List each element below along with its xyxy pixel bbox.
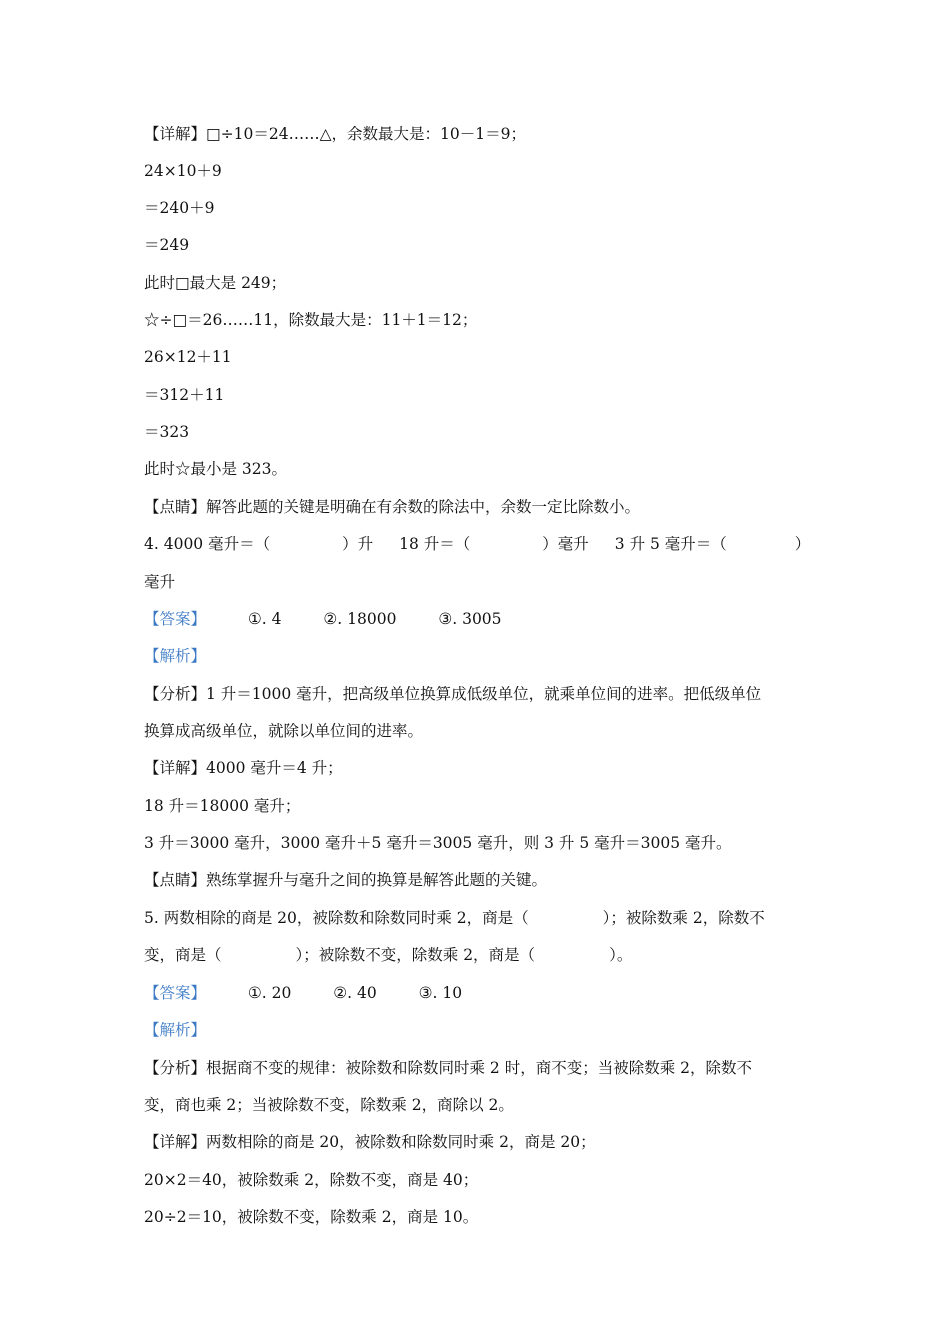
detail-line: 3 升＝3000 毫升，3000 毫升＋5 毫升＝3005 毫升，则 3 升 5 毫升＝3005 毫升。 [144,834,732,852]
conclusion-line: 此时☆最小是 323。 [144,460,288,478]
analysis-line: 【分析】根据商不变的规律：被除数和除数同时乘 2 时，商不变；当被除数乘 2，除数不 [144,1059,753,1077]
answer-label: 【答案】 [144,610,207,628]
analysis-label: 【解析】 [144,1021,207,1039]
calc-line: ＝249 [144,236,190,254]
tip-line: 【点睛】熟练掌握升与毫升之间的换算是解答此题的关键。 [144,871,548,889]
answer-row-4 [144,608,814,630]
analysis-line: 【分析】1 升＝1000 毫升，把高级单位换算成低级单位，就乘单位间的进率。把低级单位 [144,685,762,703]
answer-3: ③. 10 [418,984,463,1002]
calc-line: ＝312＋11 [144,386,225,404]
analysis-line: 换算成高级单位，就除以单位间的进率。 [144,722,424,740]
q5-line1b: ）；被除数乘 2，除数不 [602,909,765,927]
question-4-line2: 毫升 [144,573,176,591]
answer-2: ②. 18000 [323,610,397,628]
answer-3: ③. 3005 [438,610,502,628]
detail-line: 20÷2＝10，被除数不变，除数乘 2，商是 10。 [144,1208,479,1226]
q4-part2: ）升 [342,535,374,553]
calc-line: 24×10＋9 [144,162,222,180]
q4-part3: 18 升＝（ [399,535,471,553]
q4-part4: ）毫升 [542,535,589,553]
tip-line: 【点睛】解答此题的关键是明确在有余数的除法中，余数一定比除数小。 [144,498,641,516]
question-5-line2 [144,944,814,966]
detail-line: 18 升＝18000 毫升； [144,797,301,815]
detail-line: ☆÷□＝26……11，除数最大是：11＋1＝12； [144,311,478,329]
answer-2: ②. 40 [333,984,377,1002]
q5-line1a: 5. 两数相除的商是 20，被除数和除数同时乘 2，商是（ [144,909,529,927]
analysis-line: 变，商也乘 2；当被除数不变，除数乘 2，商除以 2。 [144,1096,514,1114]
conclusion-line: 此时□最大是 249； [144,274,287,292]
calc-line: ＝323 [144,423,190,441]
calc-line: ＝240＋9 [144,199,215,217]
answer-1: ①. 20 [247,984,292,1002]
q5-line2b: ）；被除数不变，除数乘 2，商是（ [295,946,536,964]
q5-line2a: 变，商是（ [144,946,222,964]
question-5 [144,907,814,929]
answer-label: 【答案】 [144,984,207,1002]
q4-part1: 4. 4000 毫升＝（ [144,535,271,553]
detail-line: 【详解】两数相除的商是 20，被除数和除数同时乘 2，商是 20； [144,1133,596,1151]
detail-line: 【详解】4000 毫升＝4 升； [144,759,343,777]
answer-row-5 [144,982,814,1004]
calc-line: 26×12＋11 [144,348,232,366]
q5-line2c: ）。 [609,946,633,964]
q4-part6: ） [794,535,811,553]
analysis-label: 【解析】 [144,647,207,665]
detail-line: 20×2＝40，被除数乘 2，除数不变，商是 40； [144,1171,479,1189]
question-4 [144,533,814,555]
detail-line: 【详解】□÷10＝24……△，余数最大是：10－1＝9； [144,125,526,143]
q4-part5: 3 升 5 毫升＝（ [614,535,727,553]
answer-1: ①. 4 [247,610,282,628]
